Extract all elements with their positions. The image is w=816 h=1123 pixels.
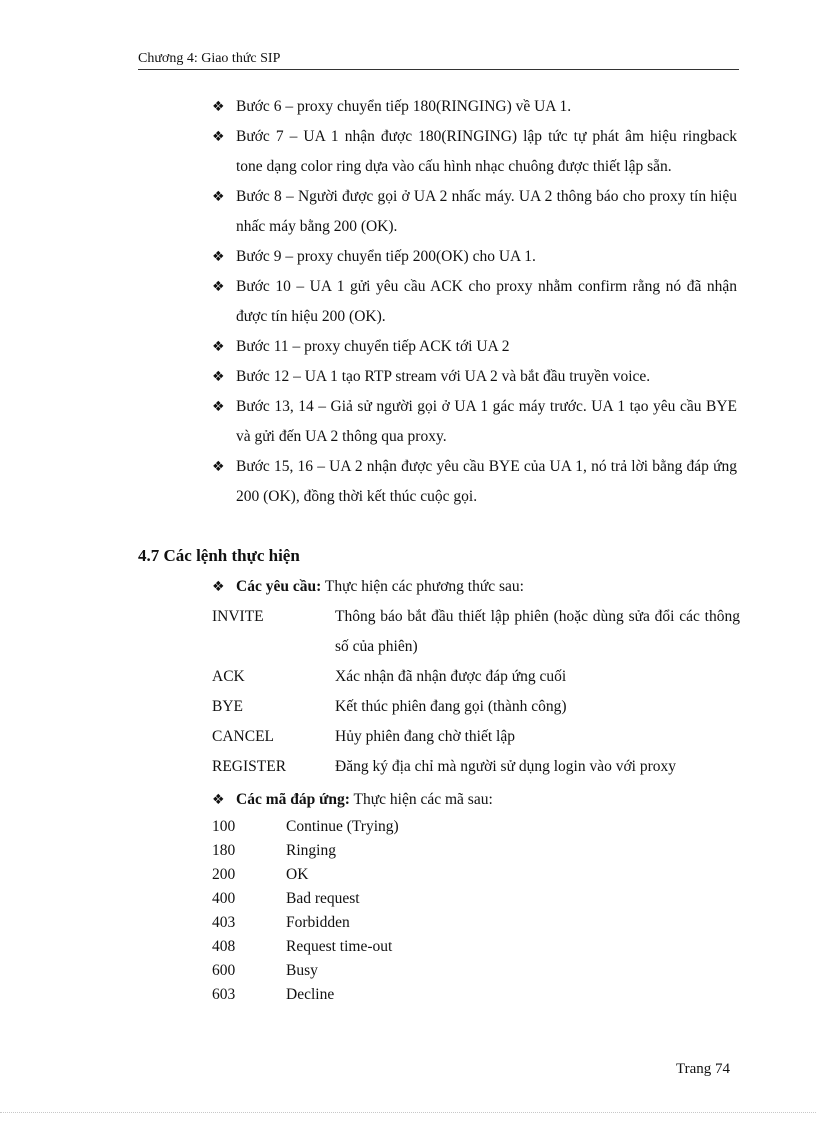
response-text: Request time-out [286, 938, 393, 955]
response-code-list [212, 815, 399, 1007]
table-row [212, 662, 740, 692]
response-code: 600 [212, 962, 236, 979]
method-description: Kết thúc phiên đang gọi (thành công) [335, 698, 567, 715]
list-item: ❖ Bước 11 – proxy chuyển tiếp ACK tới UA 2 [212, 332, 737, 362]
table-row [212, 752, 740, 782]
table-row [212, 935, 399, 959]
page-header: Chương 4: Giao thức SIP [138, 50, 739, 70]
table-row [212, 815, 399, 839]
method-name: INVITE [212, 608, 264, 625]
list-item: ❖ Bước 9 – proxy chuyển tiếp 200(OK) cho UA 1. [212, 242, 737, 272]
requests-heading: ❖ Các yêu cầu: Thực hiện các phương thức sau: [212, 572, 524, 602]
responses-heading: ❖ Các mã đáp ứng: Thực hiện các mã sau: [212, 785, 493, 815]
response-text: Continue (Trying) [286, 818, 399, 835]
response-code: 400 [212, 890, 236, 907]
list-item: ❖ Bước 15, 16 – UA 2 nhận được yêu cầu BYE của UA 1, nó trả lời bằng đáp ứng 200 (OK), đồng thời kết thúc cuộc gọi. [212, 452, 737, 512]
diamond-bullet-icon: ❖ [212, 792, 225, 808]
table-row [212, 722, 740, 752]
method-description: Thông báo bắt đầu thiết lập phiên (hoặc dùng sửa đổi các thông số của phiên) [335, 608, 740, 655]
response-text: Decline [286, 986, 335, 1003]
list-item: ❖ Bước 13, 14 – Giả sử người gọi ở UA 1 gác máy trước. UA 1 tạo yêu cầu BYE và gửi đến UA 2 thông qua proxy. [212, 392, 737, 452]
response-text: OK [286, 866, 309, 883]
response-code: 200 [212, 866, 236, 883]
method-name: BYE [212, 698, 243, 715]
response-code: 100 [212, 818, 236, 835]
page-bottom-divider [0, 1112, 816, 1113]
method-name: REGISTER [212, 758, 287, 775]
table-row [212, 692, 740, 722]
diamond-bullet-icon: ❖ [212, 579, 225, 595]
method-description: Hủy phiên đang chờ thiết lập [335, 728, 515, 745]
response-text: Ringing [286, 842, 336, 859]
list-item: ❖ Bước 12 – UA 1 tạo RTP stream với UA 2 và bắt đầu truyền voice. [212, 362, 737, 392]
method-name: CANCEL [212, 728, 274, 745]
response-text: Busy [286, 962, 318, 979]
table-row [212, 983, 399, 1007]
table-row [212, 839, 399, 863]
method-name: ACK [212, 668, 245, 685]
response-code: 180 [212, 842, 236, 859]
method-description: Xác nhận đã nhận được đáp ứng cuối [335, 668, 567, 685]
list-item: ❖ Bước 6 – proxy chuyển tiếp 180(RINGING) về UA 1. [212, 92, 737, 122]
response-code: 403 [212, 914, 236, 931]
diamond-bullet-icon: ❖ [212, 339, 225, 355]
diamond-bullet-icon: ❖ [212, 369, 225, 385]
section-heading: 4.7 Các lệnh thực hiện [138, 546, 300, 565]
diamond-bullet-icon: ❖ [212, 249, 225, 265]
diamond-bullet-icon: ❖ [212, 399, 225, 415]
diamond-bullet-icon: ❖ [212, 189, 225, 205]
response-text: Forbidden [286, 914, 350, 931]
list-item: ❖ Bước 10 – UA 1 gửi yêu cầu ACK cho proxy nhằm confirm rằng nó đã nhận được tín hiệu 200 (OK). [212, 272, 737, 332]
method-description: Đăng ký địa chỉ mà người sử dụng login vào với proxy [335, 758, 676, 775]
table-row [212, 602, 740, 662]
diamond-bullet-icon: ❖ [212, 99, 225, 115]
list-item: ❖ Bước 8 – Người được gọi ở UA 2 nhấc máy. UA 2 thông báo cho proxy tín hiệu nhấc máy bằng 200 (OK). [212, 182, 737, 242]
table-row [212, 863, 399, 887]
step-list [212, 92, 737, 512]
response-code: 408 [212, 938, 236, 955]
table-row [212, 959, 399, 983]
response-text: Bad request [286, 890, 360, 907]
table-row [212, 911, 399, 935]
diamond-bullet-icon: ❖ [212, 459, 225, 475]
request-table [212, 602, 740, 782]
list-item: ❖ Bước 7 – UA 1 nhận được 180(RINGING) lập tức tự phát âm hiệu ringback tone dạng color ring dựa vào cấu hình nhạc chuông được thiết lập sẵn. [212, 122, 737, 182]
page-number: Trang 74 [676, 1061, 731, 1077]
diamond-bullet-icon: ❖ [212, 279, 225, 295]
diamond-bullet-icon: ❖ [212, 129, 225, 145]
response-code: 603 [212, 986, 236, 1003]
table-row [212, 887, 399, 911]
